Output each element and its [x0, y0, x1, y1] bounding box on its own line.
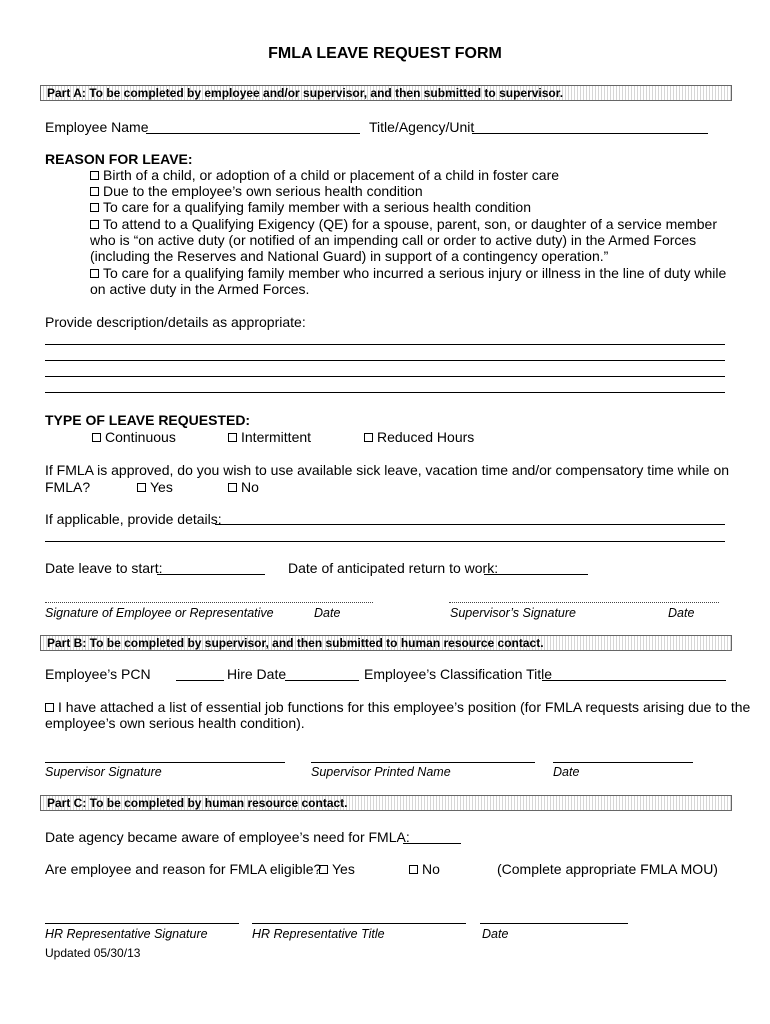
supervisor-sig-line[interactable] [45, 762, 285, 763]
sig-date-label: Date [314, 606, 341, 620]
hr-title-line[interactable] [252, 923, 466, 924]
eligible-yes-checkbox[interactable] [319, 865, 328, 874]
reason-exigency-checkbox[interactable] [90, 220, 99, 229]
eligible-yes [319, 861, 355, 877]
aware-label: Date agency became aware of employee’s need for FMLA: [45, 829, 410, 845]
part-c-date-label: Date [482, 927, 509, 941]
sig-supervisor-label: Supervisor’s Signature [450, 606, 576, 620]
date-start-label: Date leave to start: [45, 560, 163, 576]
reason-item-own-health [90, 183, 730, 199]
attached-label: I have attached a list of essential job functions for this employee’s position (for FMLA requests arising due to the [58, 699, 751, 715]
eligible-no-checkbox[interactable] [409, 865, 418, 874]
eligible-no-label: No [422, 861, 440, 877]
reason-item-injury [90, 265, 730, 297]
hr-title-label: HR Representative Title [252, 927, 385, 941]
date-return-field[interactable] [484, 574, 588, 575]
details-line-2[interactable] [45, 541, 725, 542]
eligible-yes-label: Yes [332, 861, 355, 877]
sick-leave-no-checkbox[interactable] [228, 483, 237, 492]
classification-field[interactable] [542, 680, 726, 681]
intermittent-checkbox[interactable] [228, 433, 237, 442]
form-title: FMLA LEAVE REQUEST FORM [268, 45, 502, 62]
sick-leave-question-line1: If FMLA is approved, do you wish to use available sick leave, vacation time and/or compensatory time while on [45, 462, 730, 478]
reason-own-health-label: Due to the employee’s own serious health condition [103, 183, 423, 199]
sig-employee-label: Signature of Employee or Representative [45, 606, 274, 620]
details-label: If applicable, provide details: [45, 511, 222, 527]
reason-item-family-care [90, 199, 730, 215]
description-line-2[interactable] [45, 360, 725, 361]
part-a-header [40, 85, 732, 101]
hire-date-label: Hire Date [227, 666, 287, 682]
date-return-label: Date of anticipated return to work: [288, 560, 499, 576]
sick-leave-no [228, 479, 259, 495]
employee-name-label: Employee Name [45, 119, 149, 135]
supervisor-signature-line[interactable] [449, 602, 719, 603]
sick-leave-question-line2: FMLA? [45, 479, 91, 495]
reason-injury-checkbox[interactable] [90, 269, 99, 278]
eligible-no [409, 861, 440, 877]
supervisor-printed-label: Supervisor Printed Name [311, 765, 451, 779]
leave-type-intermittent [228, 429, 311, 445]
reason-family-care-checkbox[interactable] [90, 203, 99, 212]
reason-injury-label: To care for a qualifying family member who incurred a serious injury or illness in the line of duty while on active duty in the Armed Forces. [90, 265, 727, 297]
part-c-date-line[interactable] [480, 923, 628, 924]
leave-type-continuous [92, 429, 176, 445]
reason-heading: REASON FOR LEAVE: [45, 151, 193, 167]
reason-birth-label: Birth of a child, or adoption of a child or placement of a child in foster care [103, 167, 560, 183]
leave-type-reduced-hours [364, 429, 474, 445]
sick-leave-yes-label: Yes [150, 479, 173, 495]
continuous-label: Continuous [105, 429, 176, 445]
attached-line2: employee’s own serious health condition). [45, 715, 305, 731]
part-a-header-text: Part A: To be completed by employee and/or supervisor, and then submitted to supervisor. [47, 86, 564, 100]
description-label: Provide description/details as appropriate: [45, 314, 306, 330]
reason-exigency-label: To attend to a Qualifying Exigency (QE) for a spouse, parent, son, or daughter of a service member who is “on active duty (or notified of an impending call or order to active duty) in the Armed Forces (including the Reserves and National Guard) in support of a contingency operation.” [90, 216, 717, 264]
updated-footer: Updated 05/30/13 [45, 946, 141, 960]
details-field[interactable] [215, 524, 725, 525]
hr-sig-line[interactable] [45, 923, 239, 924]
reason-item-birth [90, 167, 730, 183]
eligible-label: Are employee and reason for FMLA eligible? [45, 861, 322, 877]
description-line-1[interactable] [45, 344, 725, 345]
sick-leave-no-label: No [241, 479, 259, 495]
part-b-header-text: Part B: To be completed by supervisor, and then submitted to human resource contact. [47, 636, 544, 650]
part-c-header-text: Part C: To be completed by human resource contact. [47, 796, 348, 810]
part-b-header [40, 635, 732, 651]
description-line-3[interactable] [45, 376, 725, 377]
pcn-label: Employee’s PCN [45, 666, 151, 682]
part-c-header [40, 795, 732, 811]
intermittent-label: Intermittent [241, 429, 312, 445]
reduced-hours-checkbox[interactable] [364, 433, 373, 442]
sig-date2-label: Date [668, 606, 695, 620]
type-heading: TYPE OF LEAVE REQUESTED: [45, 412, 251, 428]
reason-family-care-label: To care for a qualifying family member with a serious health condition [103, 199, 531, 215]
sick-leave-yes [137, 479, 173, 495]
part-b-date-label: Date [553, 765, 580, 779]
title-agency-field[interactable] [472, 133, 708, 134]
hr-sig-label: HR Representative Signature [45, 927, 208, 941]
attached-line1 [45, 699, 750, 715]
hire-date-field[interactable] [285, 680, 359, 681]
attached-checkbox[interactable] [45, 703, 54, 712]
reason-own-health-checkbox[interactable] [90, 187, 99, 196]
employee-signature-line[interactable] [45, 602, 373, 603]
reason-birth-checkbox[interactable] [90, 171, 99, 180]
supervisor-sig-label: Supervisor Signature [45, 765, 162, 779]
part-b-date-line[interactable] [553, 762, 693, 763]
complete-note: (Complete appropriate FMLA MOU) [497, 861, 718, 877]
employee-name-field[interactable] [146, 133, 360, 134]
supervisor-printed-line[interactable] [311, 762, 535, 763]
aware-field[interactable] [403, 843, 461, 844]
reduced-hours-label: Reduced Hours [377, 429, 475, 445]
pcn-field[interactable] [176, 680, 224, 681]
reason-item-exigency [90, 216, 730, 264]
date-start-field[interactable] [157, 574, 265, 575]
continuous-checkbox[interactable] [92, 433, 101, 442]
title-agency-label: Title/Agency/Unit [369, 119, 475, 135]
classification-label: Employee’s Classification Title [364, 666, 553, 682]
sick-leave-yes-checkbox[interactable] [137, 483, 146, 492]
description-line-4[interactable] [45, 392, 725, 393]
